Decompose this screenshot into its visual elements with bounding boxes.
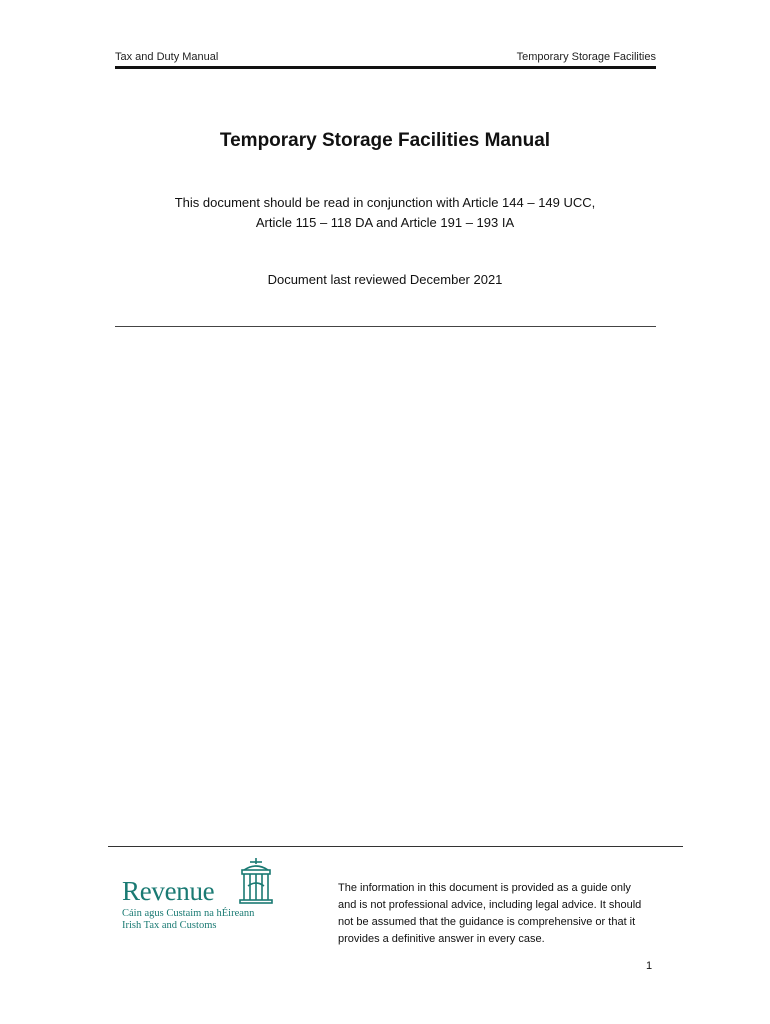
review-date-text: Document last reviewed December 2021 <box>267 272 503 287</box>
header-rule <box>115 66 656 69</box>
disclaimer-line-2: and is not professional advice, including legal advice. It should <box>338 899 642 911</box>
page-number: 1 <box>646 960 653 972</box>
disclaimer-line-3: not be assumed that the guidance is comprehensive or that it <box>338 916 636 928</box>
logo-irish-subtitle: Cáin agus Custaim na hÉireann <box>122 908 255 919</box>
footer-rule <box>108 846 683 847</box>
logo-english-subtitle: Irish Tax and Customs <box>122 920 217 931</box>
disclaimer-line-4: provides a definitive answer in every case. <box>338 933 545 945</box>
logo-wordmark: Revenue <box>122 876 215 906</box>
revenue-logo <box>122 856 282 936</box>
intro-paragraph <box>0 193 770 233</box>
document-title: Temporary Storage Facilities Manual <box>219 130 551 151</box>
intro-line-2: Article 115 – 118 DA and Article 191 – 193 IA <box>255 215 515 230</box>
header-manual-name: Tax and Duty Manual <box>115 51 219 63</box>
section-divider <box>115 326 656 327</box>
header-section-name: Temporary Storage Facilities <box>516 51 656 63</box>
disclaimer-text <box>338 880 668 948</box>
intro-line-1: This document should be read in conjunction with Article 144 – 149 UCC, <box>174 195 596 210</box>
harp-building-icon <box>236 856 276 906</box>
disclaimer-line-1: The information in this document is provided as a guide only <box>338 882 631 894</box>
